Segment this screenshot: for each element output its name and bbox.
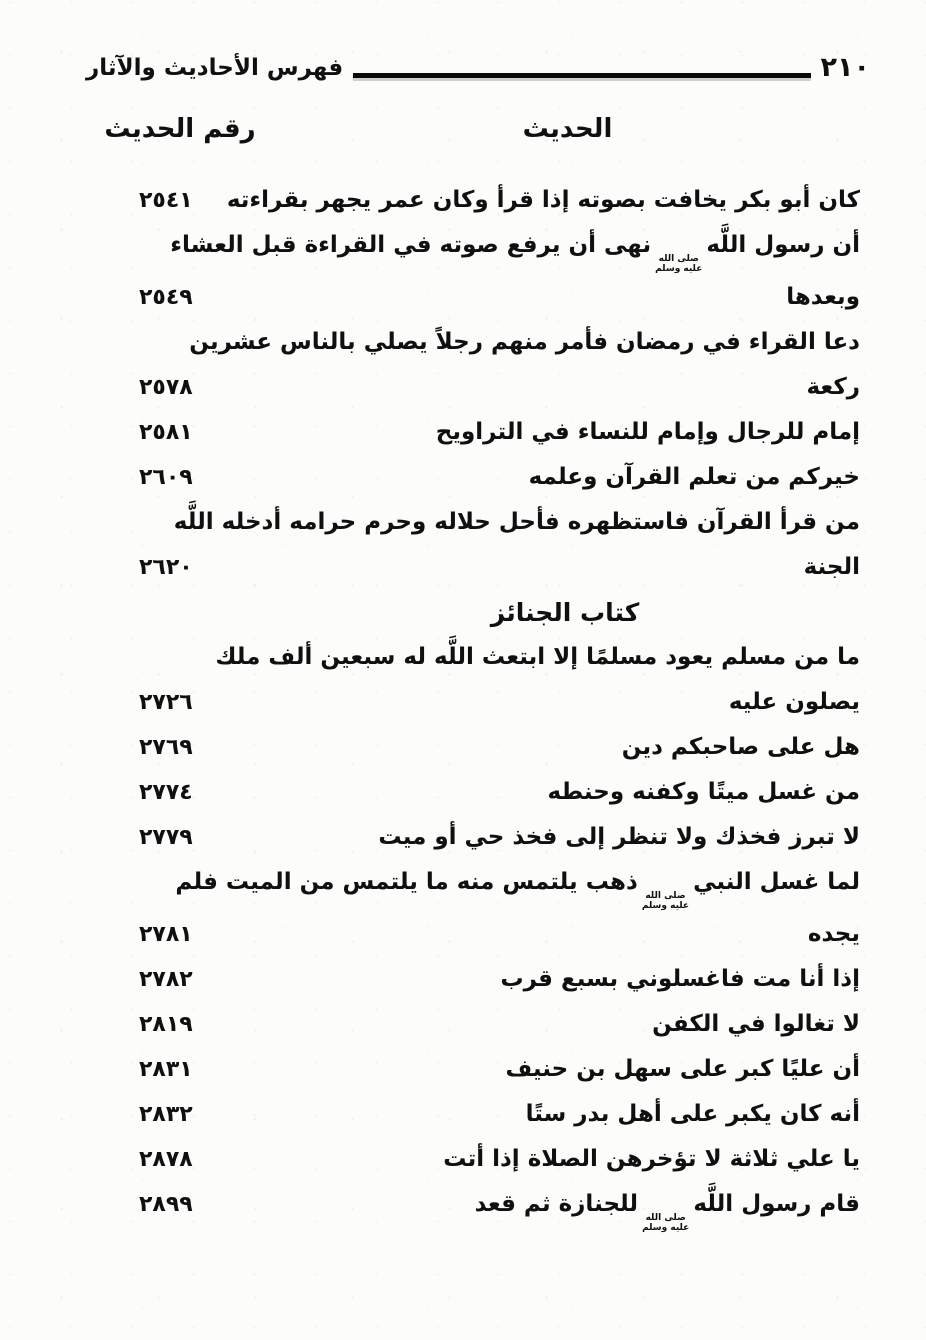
- header-rule-divider: [353, 73, 810, 78]
- hadith-text: نهى أن يرفع صوته في القراءة قبل العشاء: [170, 232, 652, 258]
- entry-line: [85, 223, 860, 275]
- pbuh-honorific-bottom: عليه وسلم: [655, 264, 703, 274]
- pbuh-honorific-top: صلى الله: [645, 1213, 686, 1223]
- entry-line: [85, 912, 860, 957]
- hadith-number: ٢٥٤١: [139, 188, 193, 213]
- hadith-text: إذا أنا مت فاغسلوني بسبع قرب: [500, 966, 860, 992]
- entry-line: [85, 365, 860, 410]
- page-header: [86, 50, 870, 86]
- entry-line: [85, 275, 860, 320]
- hadith-number: ٢٧٨١: [139, 922, 193, 947]
- hadith-text: ما من مسلم يعود مسلمًا إلا ابتعث اللَّه له سبعين ألف ملك: [215, 644, 860, 670]
- hadith-text: يا علي ثلاثة لا تؤخرهن الصلاة إذا أتت: [443, 1146, 860, 1172]
- index-entry: [85, 770, 860, 815]
- hadith-text: إمام للرجال وإمام للنساء في التراويح: [435, 419, 860, 445]
- pbuh-honorific-icon: [642, 891, 689, 912]
- hadith-number: ٢٦٢٠: [139, 555, 193, 580]
- index-entry: [85, 815, 860, 860]
- hadith-number: ٢٨٩٩: [139, 1192, 193, 1217]
- pbuh-honorific-top: صلى الله: [645, 891, 686, 901]
- entry-line: [85, 635, 860, 680]
- hadith-number: ٢٥٨١: [139, 420, 193, 445]
- entry-line: [85, 545, 860, 590]
- pbuh-honorific-icon: [655, 254, 702, 275]
- hadith-text: الجنة: [803, 554, 860, 580]
- index-entry: [85, 410, 860, 455]
- hadith-number: ٢٨٣٢: [139, 1102, 193, 1127]
- page-number: ٢١٠: [820, 52, 870, 83]
- hadith-text: ركعة: [806, 374, 860, 400]
- index-entry: [85, 223, 860, 320]
- pbuh-honorific-bottom: عليه وسلم: [641, 901, 690, 911]
- index-entry: [85, 1182, 860, 1234]
- hadith-text: ذهب يلتمس منه ما يلتمس من الميت فلم: [175, 869, 638, 895]
- index-entry: [85, 860, 860, 957]
- hadith-number: ٢٨٧٨: [139, 1147, 193, 1172]
- hadith-text: للجنازة ثم قعد: [474, 1191, 639, 1217]
- index-entry: [85, 1092, 860, 1137]
- hadith-text: كان أبو بكر يخافت بصوته إذا قرأ وكان عمر يجهر بقراءته: [226, 187, 860, 213]
- pbuh-honorific-top: صلى الله: [658, 254, 699, 264]
- column-headers: [85, 106, 860, 152]
- hadith-text: يجده: [807, 921, 860, 947]
- hadith-text: لما غسل النبي: [693, 869, 860, 895]
- hadith-number: ٢٧٧٩: [139, 825, 193, 850]
- entry-line: [85, 320, 860, 365]
- index-entry: [85, 455, 860, 500]
- section-header: كتاب الجنائز: [490, 598, 640, 627]
- hadith-number: ٢٧٨٢: [139, 967, 193, 992]
- hadith-number: ٢٥٤٩: [139, 285, 193, 310]
- hadith-text: هل على صاحبكم دين: [621, 734, 860, 760]
- hadith-number: ٢٨١٩: [139, 1012, 193, 1037]
- column-header-hadith: الحديث: [522, 114, 613, 144]
- hadith-text: دعا القراء في رمضان فأمر منهم رجلاً يصلي بالناس عشرين: [189, 329, 860, 355]
- index-entry: [85, 1137, 860, 1182]
- pbuh-honorific-bottom: عليه وسلم: [642, 1223, 690, 1233]
- hadith-text: من غسل ميتًا وكفنه وحنطه: [547, 779, 860, 805]
- hadith-number: ٢٦٠٩: [139, 465, 193, 490]
- hadith-index-list: [85, 178, 860, 1234]
- hadith-text: خيركم من تعلم القرآن وعلمه: [528, 464, 860, 490]
- hadith-text: لا تغالوا في الكفن: [652, 1011, 860, 1037]
- hadith-text: وبعدها: [786, 284, 860, 310]
- hadith-number: ٢٧٧٤: [139, 780, 193, 805]
- hadith-number: ٢٧٦٩: [139, 735, 193, 760]
- hadith-text: أن عليًا كبر على سهل بن حنيف: [505, 1056, 860, 1082]
- hadith-text: لا تبرز فخذك ولا تنظر إلى فخذ حي أو ميت: [378, 824, 860, 850]
- hadith-number: ٢٨٣١: [139, 1057, 193, 1082]
- entry-line: [85, 500, 860, 545]
- hadith-text: أنه كان يكبر على أهل بدر ستًا: [525, 1101, 860, 1127]
- index-entry: [85, 957, 860, 1002]
- header-title: فهرس الأحاديث والآثار: [86, 55, 344, 81]
- pbuh-honorific-icon: [642, 1213, 689, 1234]
- hadith-text: يصلون عليه: [728, 689, 860, 715]
- index-entry: [85, 1002, 860, 1047]
- hadith-number: ٢٥٧٨: [139, 375, 193, 400]
- hadith-number: ٢٧٢٦: [139, 690, 193, 715]
- entry-line: [85, 860, 860, 912]
- hadith-text: أن رسول اللَّه: [706, 232, 860, 258]
- index-entry: [85, 1047, 860, 1092]
- index-entry: [85, 178, 860, 223]
- index-entry: [85, 635, 860, 725]
- hadith-text: من قرأ القرآن فاستظهره فأحل حلاله وحرم حرامه أدخله اللَّه: [173, 509, 860, 535]
- index-entry: [85, 320, 860, 410]
- hadith-text: قام رسول اللَّه: [693, 1191, 860, 1217]
- index-entry: [85, 500, 860, 590]
- column-header-number: رقم الحديث: [104, 114, 256, 144]
- entry-line: [85, 680, 860, 725]
- index-entry: [85, 725, 860, 770]
